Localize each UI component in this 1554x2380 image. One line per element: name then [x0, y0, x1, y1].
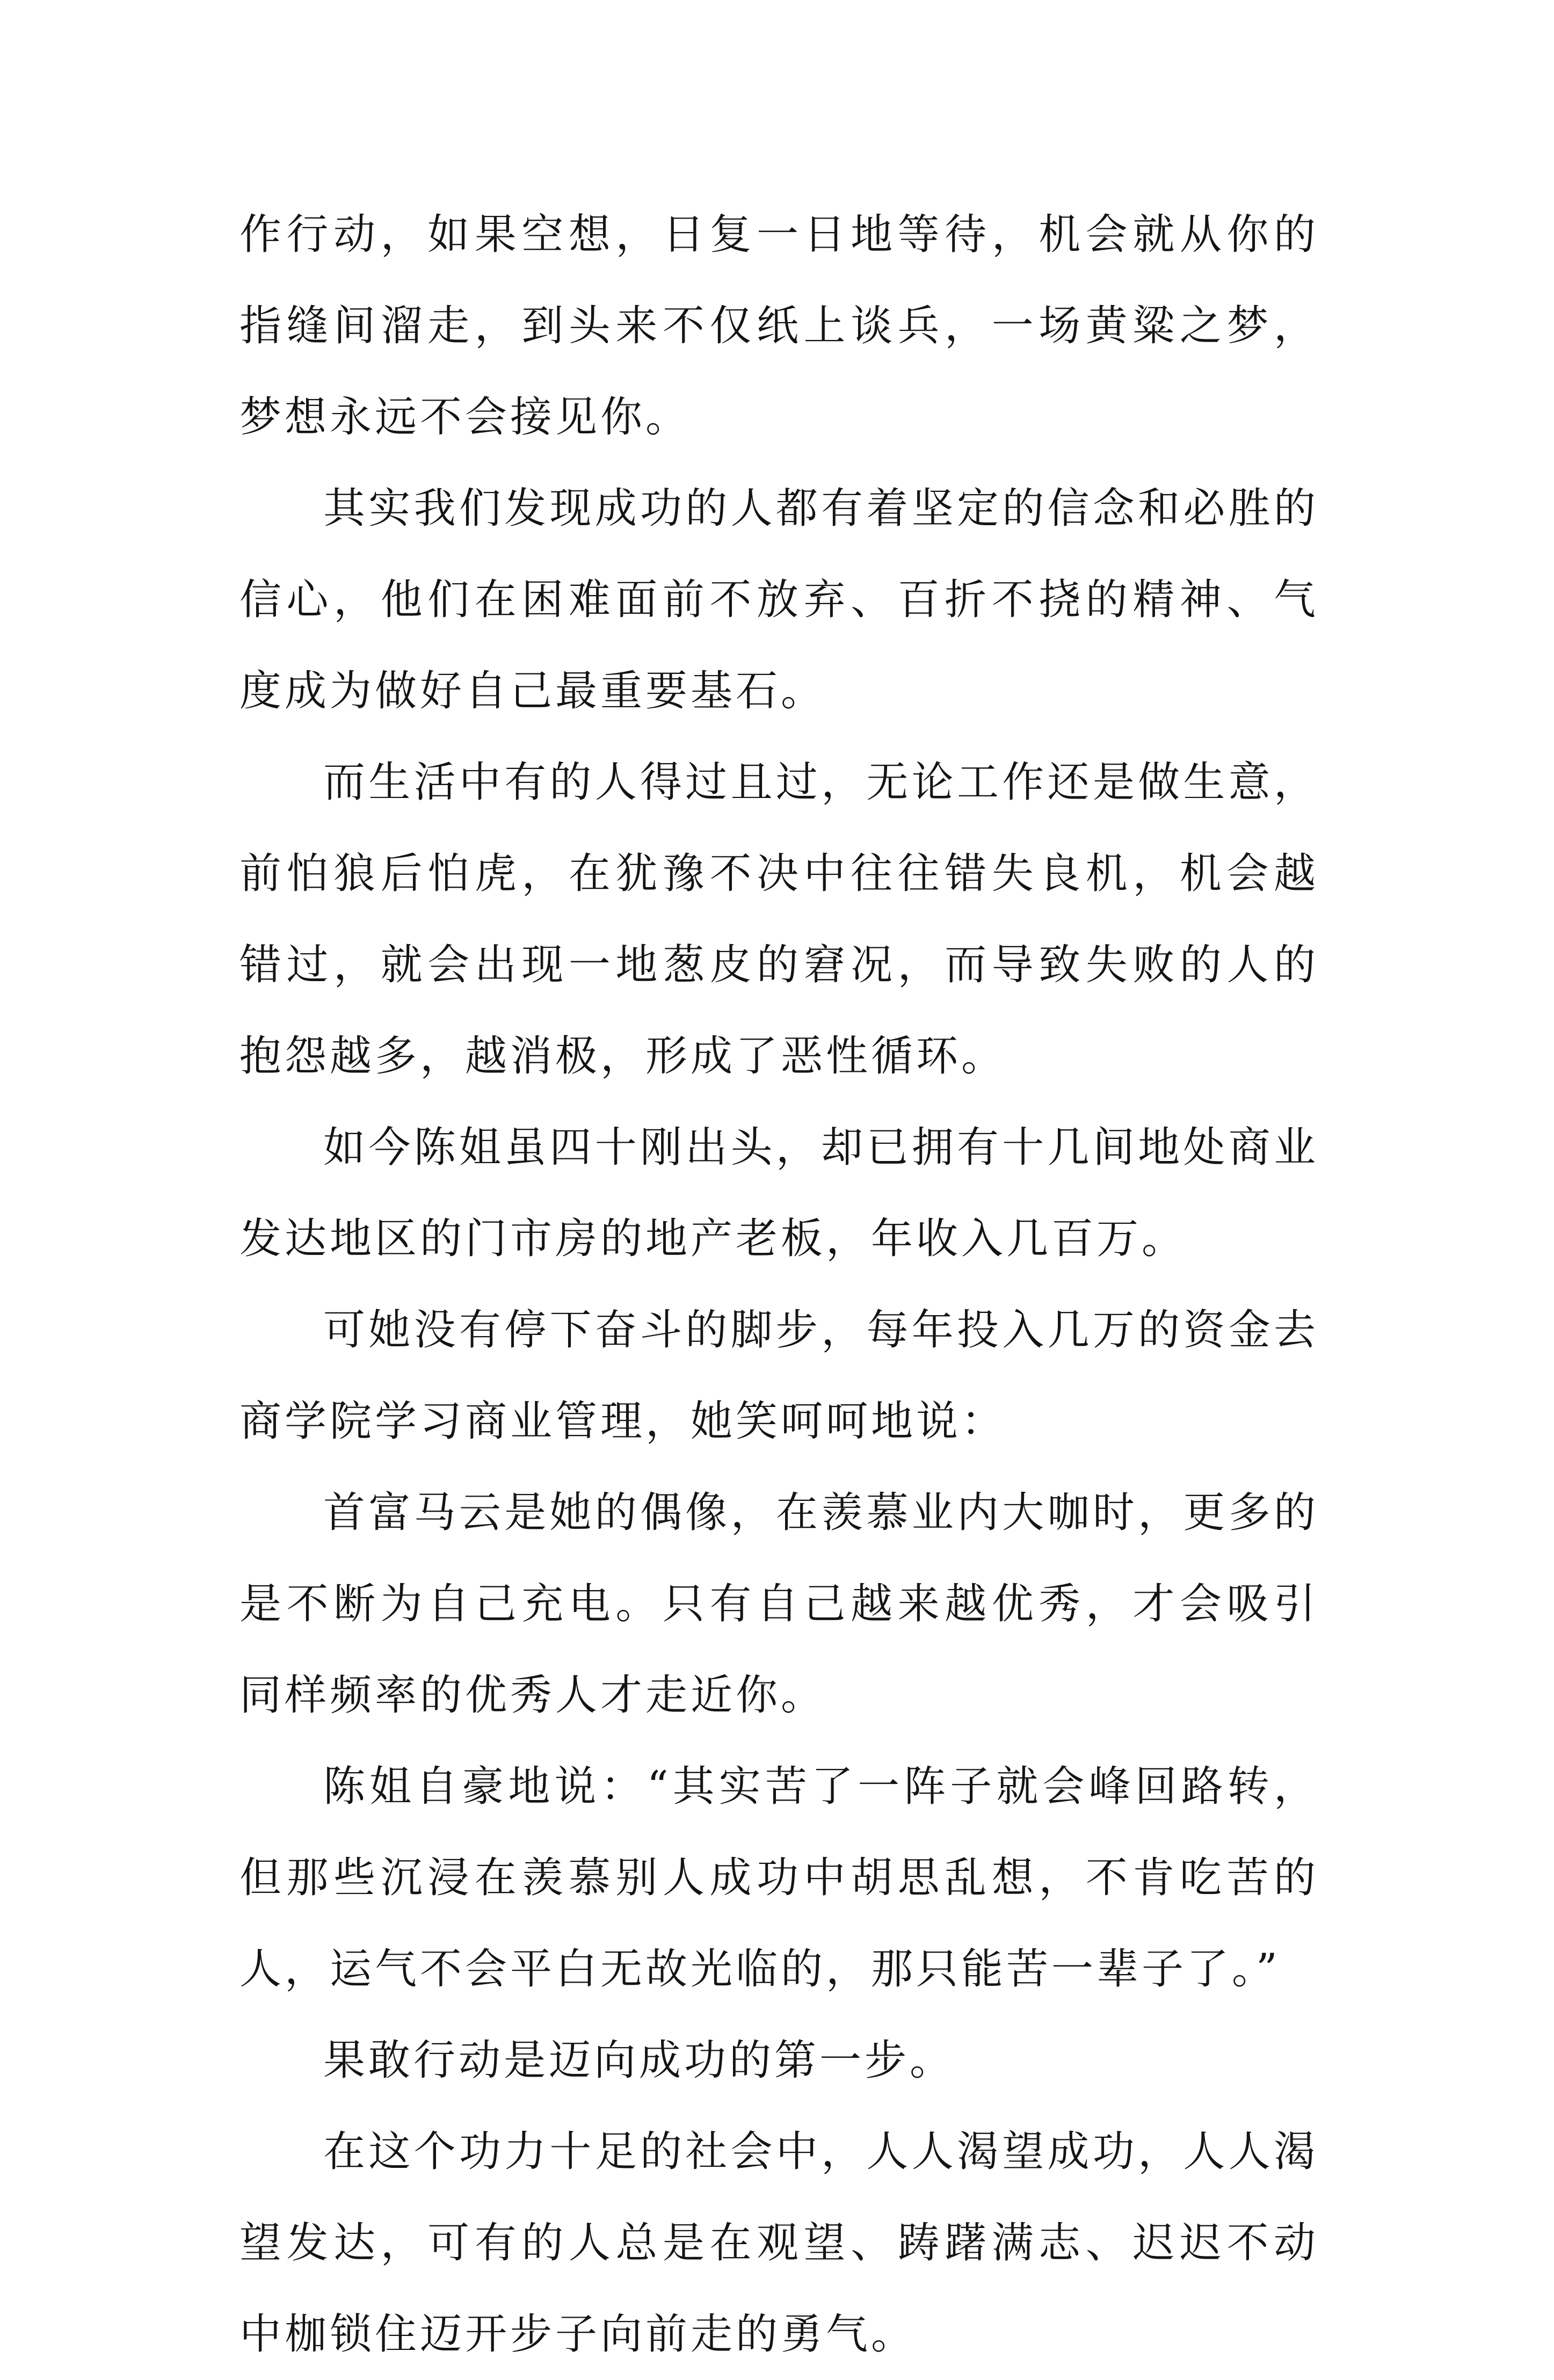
body-text — [239, 189, 1319, 2380]
paragraph: 在这个功力十足的社会中，人人渴望成功，人人渴望发达，可有的人总是在观望、踌躇满志、迟迟不动中枷锁住迈开步子向前走的勇气。 — [239, 2128, 1319, 2359]
paragraph: 如今陈姐虽四十刚出头，却已拥有十几间地处商业发达地区的门市房的地产老板，年收入几百万。 — [239, 1123, 1319, 1263]
paragraph: 陈姐自豪地说：“其实苦了一阵子就会峰回路转，但那些沉浸在羡慕别人成功中胡思乱想，不肯吃苦的人，运气不会平白无故光临的，那只能苦一辈子了。” — [239, 1762, 1319, 1993]
paragraph: 可她没有停下奋斗的脚步，每年投入几万的资金去商学院学习商业管理，她笑呵呵地说： — [239, 1306, 1319, 1446]
paragraph: 首富马云是她的偶像，在羡慕业内大咖时，更多的是不断为自己充电。只有自己越来越优秀，才会吸引同样频率的优秀人才走近你。 — [239, 1489, 1319, 1719]
paragraph: 果敢行动是迈向成功的第一步。 — [323, 2036, 955, 2085]
paragraph: 而生活中有的人得过且过，无论工作还是做生意，前怕狼后怕虎，在犹豫不决中往往错失良机，机会越错过，就会出现一地葱皮的窘况，而导致失败的人的抱怨越多，越消极，形成了恶性循环。 — [239, 758, 1319, 1080]
paragraph: 作行动，如果空想，日复一日地等待，机会就从你的指缝间溜走，到头来不仅纸上谈兵，一场黄粱之梦，梦想永远不会接见你。 — [239, 211, 1319, 441]
paragraph: 其实我们发现成功的人都有着坚定的信念和必胜的信心，他们在困难面前不放弃、百折不挠的精神、气度成为做好自己最重要基石。 — [239, 484, 1319, 715]
